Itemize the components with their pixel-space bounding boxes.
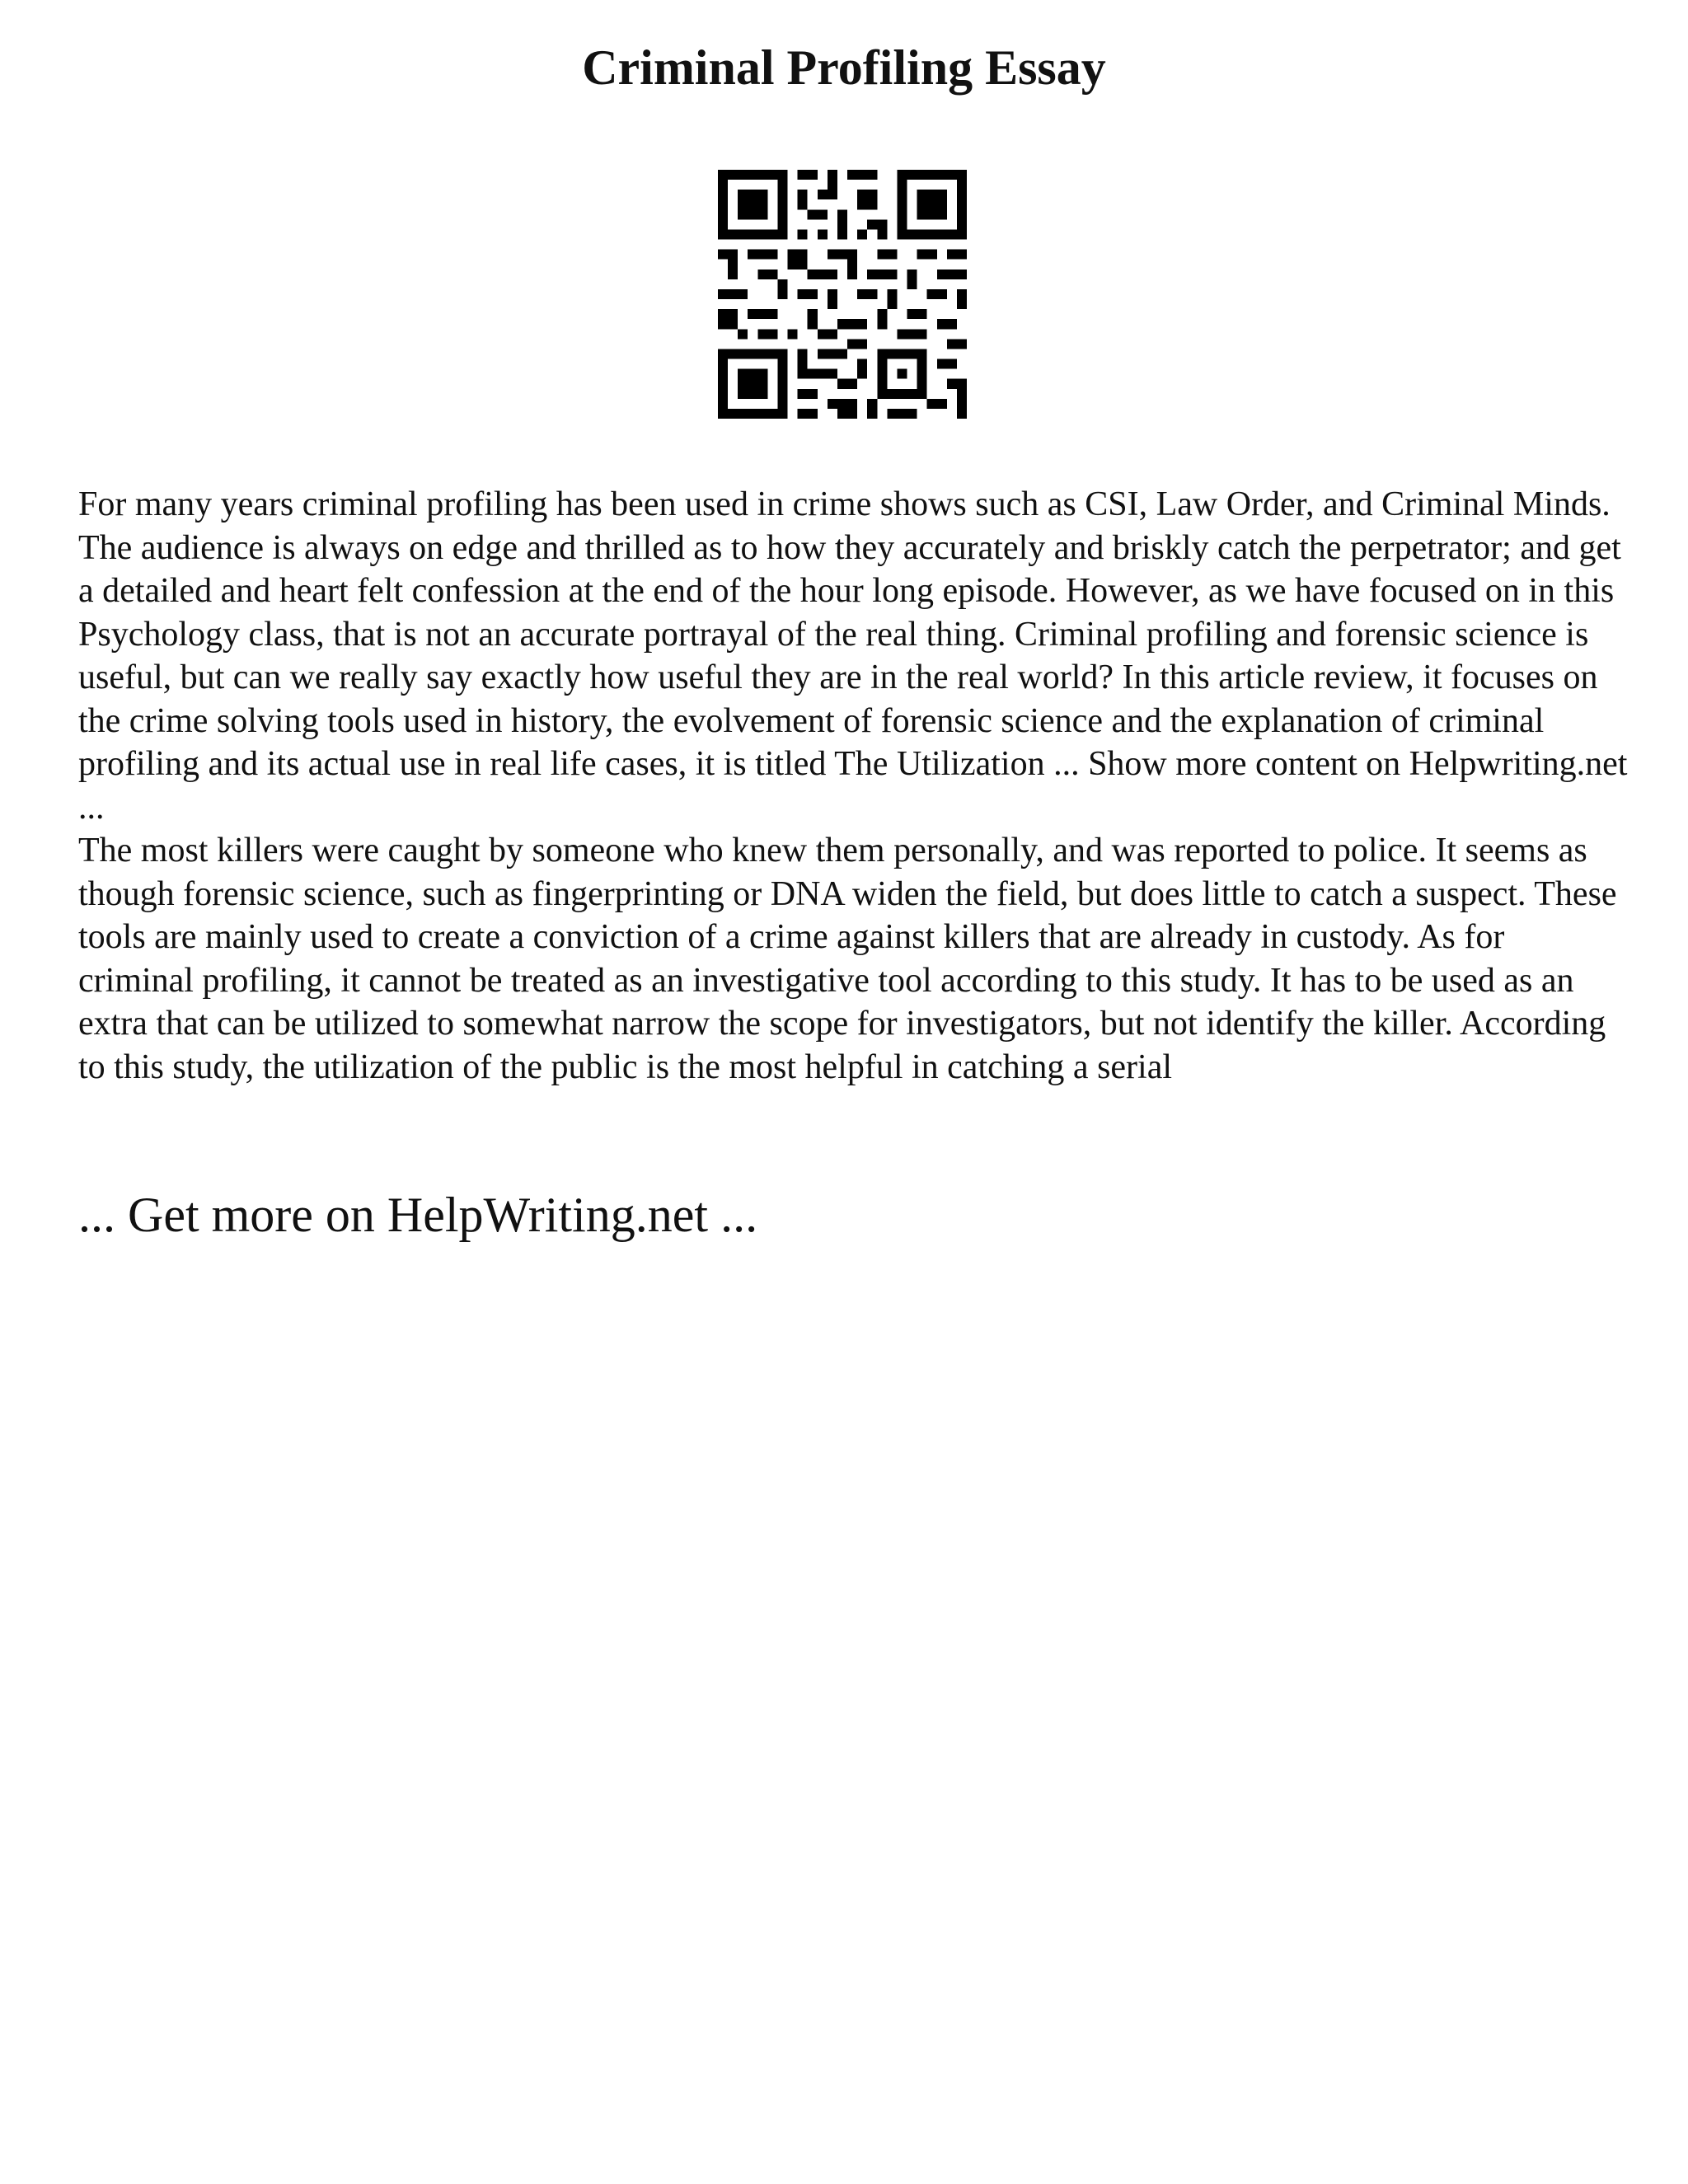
page-title: Criminal Profiling Essay (582, 40, 1106, 95)
essay-paragraph-2: The most killers were caught by someone who knew them personally, and was reported to police. It seems as though forensic science, such as fingerprinting or DNA widen the field, but does little to catch a suspect. These tools are mainly used to create a conviction of a crime against killers that are already in custody. As for criminal profiling, it cannot be treated as an investigative tool according to this study. It has to be used as an extra that can be utilized to somewhat narrow the scope for investigators, but not identify the killer. According to this study, the utilization of the public is the most helpful in catching a serial (78, 832, 1617, 1086)
essay-body (78, 483, 1628, 1089)
essay-paragraph-1: For many years criminal profiling has been used in crime shows such as CSI, Law Order, and Criminal Minds. The audience is always on edge and thrilled as to how they accurately and briskly catch the perpetrator; and get a detailed and heart felt confession at the end of the hour long episode. However, as we have focused on in this Psychology class, that is not an accurate portrayal of the real thing. Criminal profiling and forensic science is useful, but can we really say exactly how useful they are in the real world? In this article review, it focuses on the crime solving tools used in history, the evolvement of forensic science and the explanation of criminal profiling and its actual use in real life cases, it is titled The Utilization ... Show more content on Helpwriting.net ... (78, 485, 1628, 827)
qr-code-icon (718, 170, 967, 419)
get-more-link[interactable]: ... Get more on HelpWriting.net ... (78, 1188, 758, 1242)
